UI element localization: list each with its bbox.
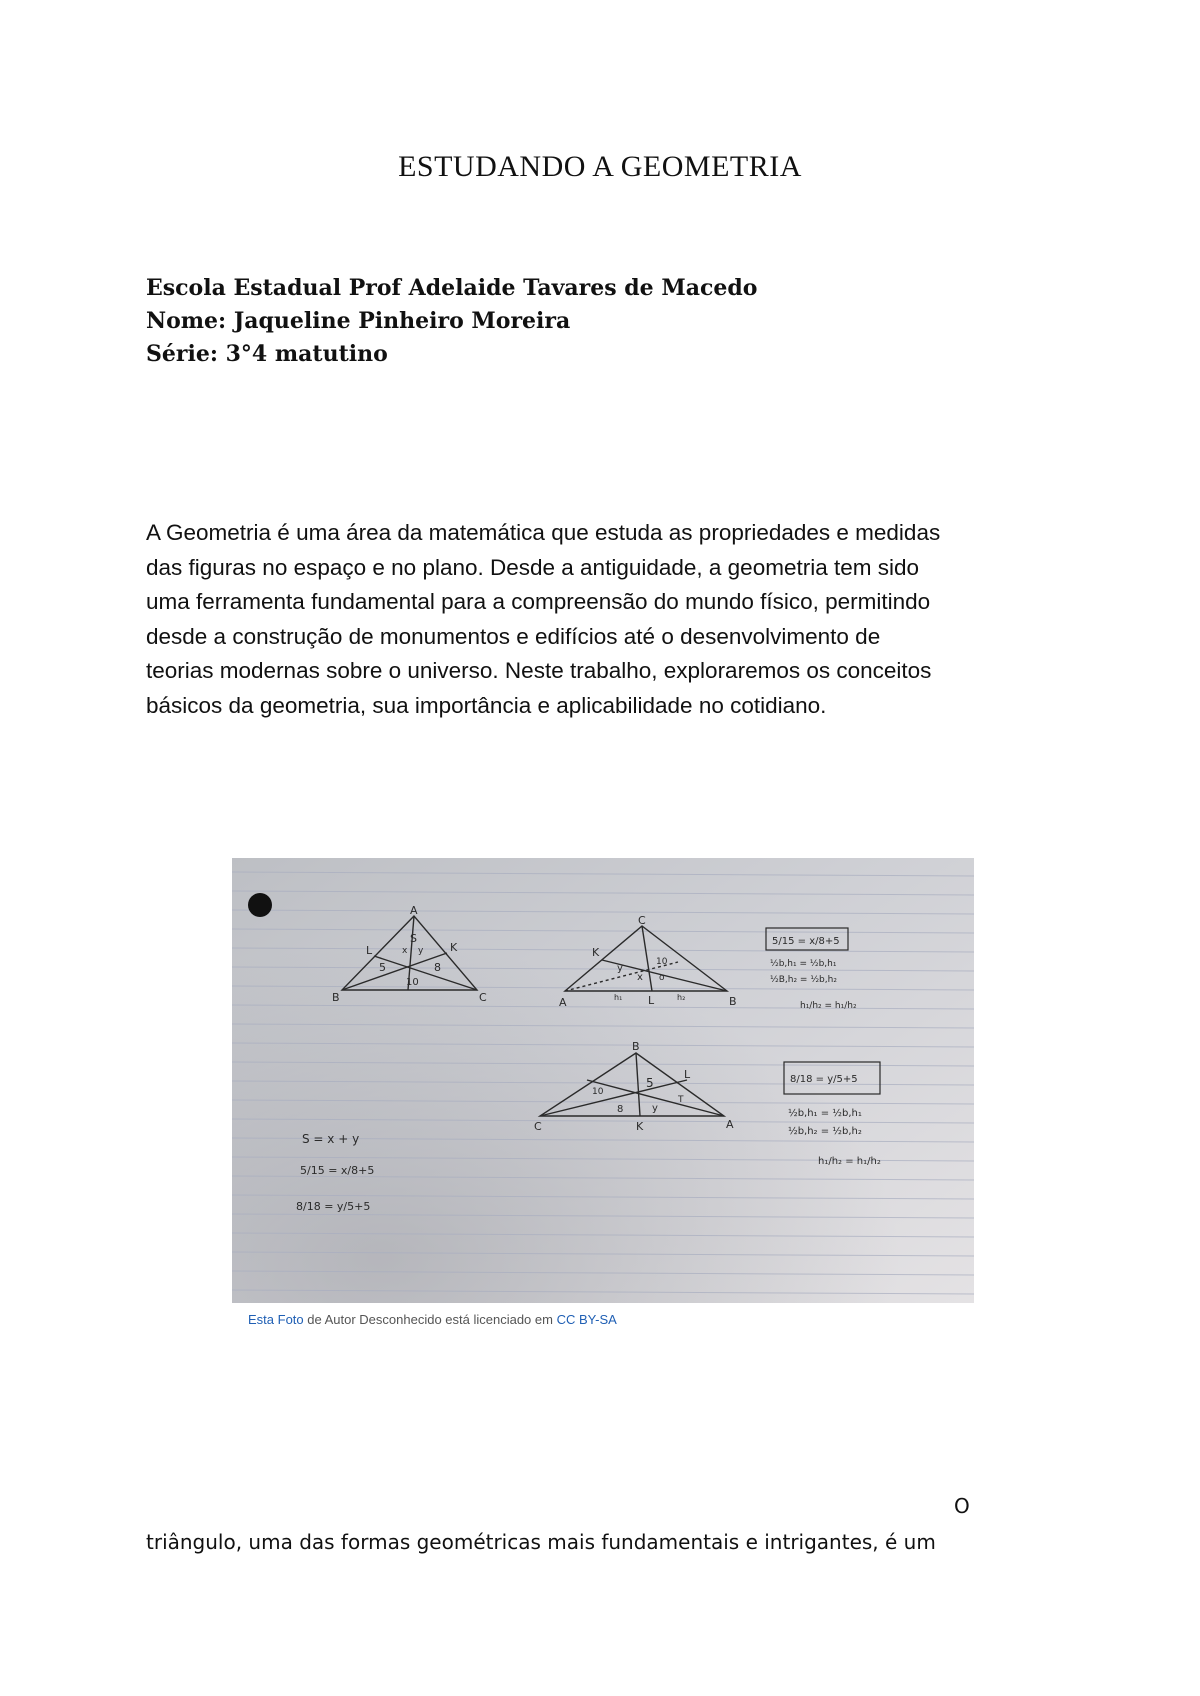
notebook-photo: [232, 858, 974, 1303]
school-name: Escola Estadual Prof Adelaide Tavares de Macedo: [146, 275, 758, 301]
t3-label-10: 10: [592, 1087, 604, 1097]
note-bottom-line: ½b,h₁ = ½b,h₁: [788, 1108, 862, 1119]
t3-label-b: B: [632, 1040, 640, 1053]
intro-line: desde a construção de monumentos e edifícios até o desenvolvimento de: [146, 623, 881, 649]
t2-label-b: B: [729, 995, 737, 1008]
t3-label-l: L: [684, 1068, 691, 1081]
document-title: ESTUDANDO A GEOMETRIA: [398, 150, 802, 183]
photo-credit-link[interactable]: Esta Foto: [248, 1312, 304, 1327]
note-bottom-line: ½b,h₂ = ½b,h₂: [788, 1126, 862, 1137]
t2-label-10: 10: [656, 957, 668, 967]
t2-label-y: y: [617, 963, 623, 974]
t3-label-c: C: [534, 1120, 542, 1133]
note-bottom-line: 8/18 = y/5+5: [790, 1074, 858, 1085]
t2-label-x: x: [637, 972, 643, 983]
license-link[interactable]: CC BY-SA: [556, 1312, 617, 1327]
t3-label-5: 5: [646, 1076, 654, 1090]
photo-credit-text: de Autor Desconhecido está licenciado em: [303, 1312, 557, 1327]
note-left-line: 5/15 = x/8+5: [300, 1164, 375, 1177]
t1-label-8: 8: [434, 961, 441, 974]
t2-label-l: L: [648, 994, 655, 1007]
notebook-photo-drawing: [232, 858, 974, 1303]
note-top-line: ½b,h₁ = ½b,h₁: [770, 959, 837, 969]
t3-label-a: A: [726, 1118, 734, 1131]
intro-line: A Geometria é uma área da matemática que estuda as propriedades e medidas: [146, 520, 941, 545]
t3-label-k: K: [636, 1120, 644, 1133]
note-bottom-line: h₁/h₂ = h₁/h₂: [818, 1156, 881, 1167]
intro-line: teorias modernas sobre o universo. Neste trabalho, exploraremos os conceitos: [146, 658, 932, 683]
t1-label-c: C: [479, 991, 487, 1004]
t3-label-y: y: [652, 1103, 658, 1114]
student-name: Nome: Jaqueline Pinheiro Moreira: [146, 308, 571, 334]
note-left-line: 8/18 = y/5+5: [296, 1200, 371, 1213]
note-top-line: 5/15 = x/8+5: [772, 936, 840, 947]
t2-label-c: C: [638, 914, 646, 927]
continuation-word: O: [954, 1494, 970, 1518]
note-top-line: h₁/h₂ = h₁/h₂: [800, 1001, 857, 1011]
photo-credit: [248, 1310, 948, 1327]
t2-label-o: o: [659, 973, 665, 983]
intro-line: das figuras no espaço e no plano. Desde a antiguidade, a geometria tem sido: [146, 554, 920, 580]
t1-label-10: 10: [406, 977, 419, 988]
t1-label-b: B: [332, 991, 340, 1004]
t1-label-l: L: [366, 944, 373, 957]
intro-line: uma ferramenta fundamental para a compreensão do mundo físico, permitindo: [146, 589, 931, 614]
note-left-line: S = x + y: [302, 1132, 360, 1146]
t3-label-t: T: [678, 1095, 684, 1105]
binder-hole: [248, 893, 272, 917]
intro-paragraph: [146, 516, 1076, 723]
t2-label-a: A: [559, 996, 567, 1009]
continuation-line: triângulo, uma das formas geométricas mais fundamentais e intrigantes, é um: [146, 1530, 936, 1554]
header-block: [146, 272, 757, 371]
note-top-line: ½B,h₂ = ½b,h₂: [770, 975, 837, 985]
intro-line: básicos da geometria, sua importância e aplicabilidade no cotidiano.: [146, 692, 827, 718]
t2-label-k: K: [592, 946, 600, 959]
t1-label-y: y: [418, 946, 424, 956]
t3-label-8: 8: [617, 1104, 624, 1115]
t1-label-k: K: [450, 941, 458, 954]
t1-label-x: x: [402, 946, 408, 956]
t1-label-5: 5: [379, 961, 386, 974]
t1-label-a: A: [410, 904, 418, 917]
t1-label-s: S: [410, 932, 417, 945]
student-grade: Série: 3°4 matutino: [146, 341, 388, 367]
t2-label-h2: h₂: [677, 993, 686, 1002]
t2-label-h1: h₁: [614, 993, 623, 1002]
